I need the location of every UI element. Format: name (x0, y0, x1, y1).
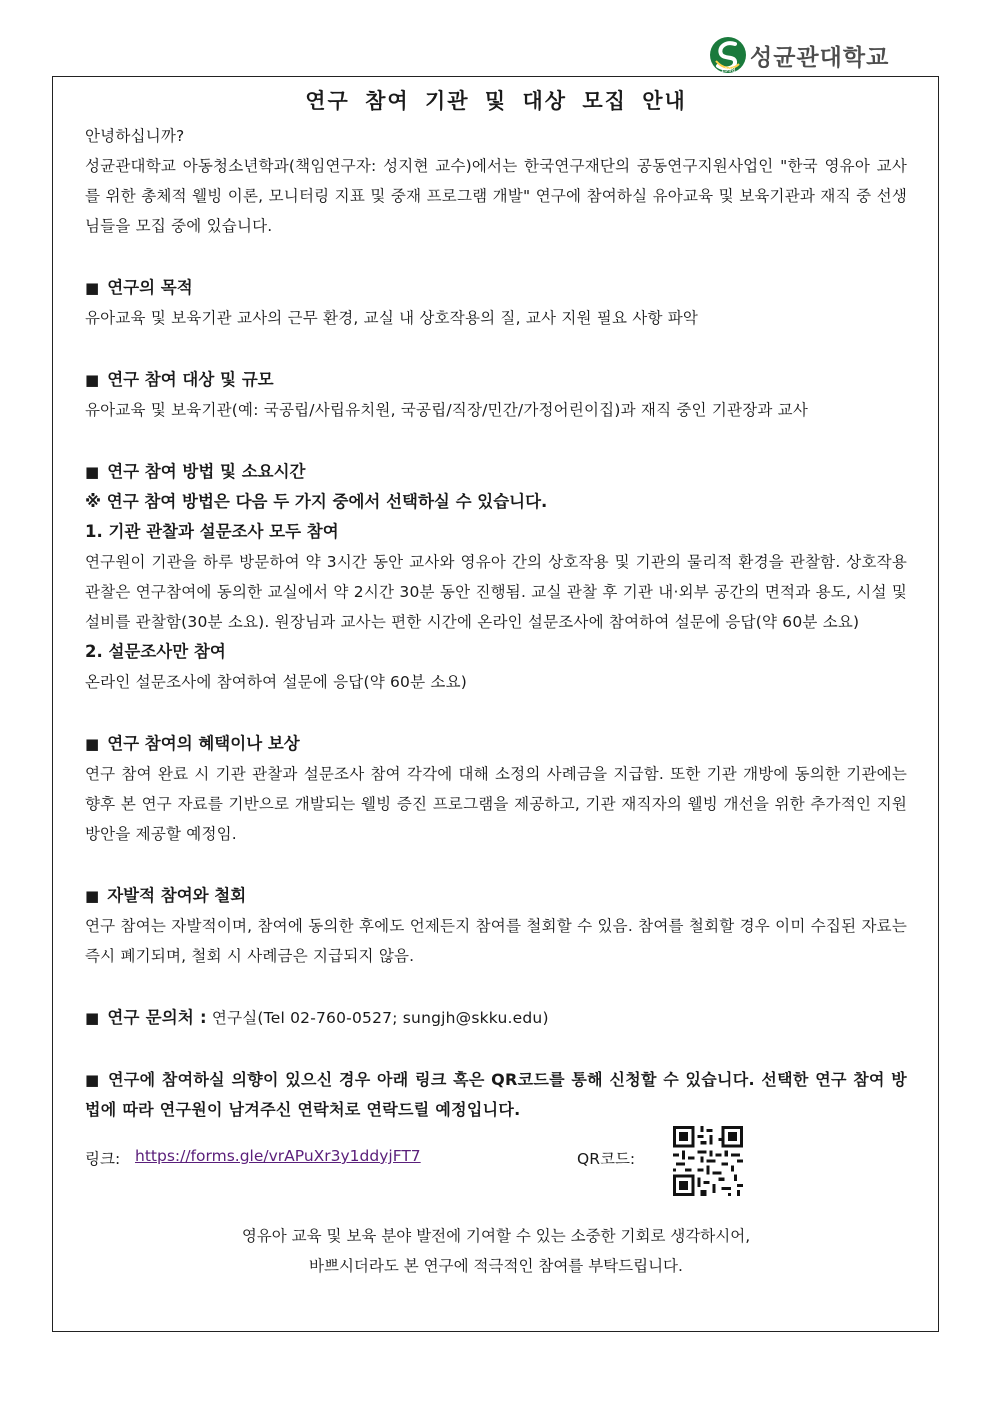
section-purpose-heading: ■ 연구의 목적 (85, 278, 193, 297)
page-title: 연구 참여 기관 및 대상 모집 안내 (305, 89, 687, 113)
contact-body: 연구실(Tel 02-760-0527; sungjh@skku.edu) (211, 1009, 549, 1027)
form-link[interactable]: https://forms.gle/vrAPuXr3y1ddyjFT7 (135, 1147, 421, 1165)
closing-message (85, 1221, 907, 1281)
square-bullet-icon: ■ (85, 1009, 100, 1027)
section-voluntary-body: 연구 참여는 자발적이며, 참여에 동의한 후에도 언제든지 참여를 철회할 수 있음. 참여를 철회할 경우 이미 수집된 자료는 즉시 폐기되며, 철회 시 사례금은 지급되지 않음. (85, 917, 907, 965)
square-bullet-icon: ■ (85, 279, 100, 297)
section-purpose-body: 유아교육 및 보육기관 교사의 근무 환경, 교실 내 상호작용의 질, 교사 지원 필요 사항 파악 (85, 309, 699, 327)
method-option2-title: 2. 설문조사만 참여 (85, 642, 226, 661)
square-bullet-icon: ■ (85, 735, 100, 753)
closing-line-1: 영유아 교육 및 보육 분야 발전에 기여할 수 있는 소중한 기회로 생각하시어, (241, 1227, 751, 1245)
square-bullet-icon: ■ (85, 463, 100, 481)
notice-content (85, 83, 907, 1281)
section-benefit-heading: ■ 연구 참여의 혜택이나 보상 (85, 734, 300, 753)
qr-code-icon[interactable] (670, 1123, 746, 1199)
closing-line-2: 바쁘시더라도 본 연구에 적극적인 참여를 부탁드립니다. (309, 1257, 683, 1275)
greeting: 안녕하십니까? (85, 127, 185, 145)
method-option1-title: 1. 기관 관찰과 설문조사 모두 참여 (85, 522, 339, 541)
notice-frame (52, 76, 939, 1332)
qr-label: QR코드: (577, 1150, 636, 1168)
square-bullet-icon: ■ (85, 371, 100, 389)
contact-heading: 연구 문의처 : (107, 1008, 207, 1027)
section-target-heading: ■ 연구 참여 대상 및 규모 (85, 370, 274, 389)
section-method-heading: ■ 연구 참여 방법 및 소요시간 (85, 462, 306, 481)
square-bullet-icon: ■ (85, 887, 100, 905)
apply-instructions: ■ 연구에 참여하실 의향이 있으신 경우 아래 링크 혹은 QR코드를 통해 신청할 수 있습니다. 선택한 연구 참여 방법에 따라 연구원이 남겨주신 연락처로 연락드릴 예정입니다. (85, 1070, 907, 1119)
section-contact (85, 1003, 907, 1033)
section-voluntary-heading: ■ 자발적 참여와 철회 (85, 886, 247, 905)
intro-paragraph: 성균관대학교 아동청소년학과(책임연구자: 성지현 교수)에서는 한국연구재단의 공동연구지원사업인 "한국 영유아 교사를 위한 총체적 웰빙 이론, 모니터링 지표 및 중재 프로그램 개발" 연구에 참여하실 유아교육 및 보육기관과 재직 중 선생님들을 모집 중에 있습니다. (85, 157, 907, 235)
method-option1-body: 연구원이 기관을 하루 방문하여 약 3시간 동안 교사와 영유아 간의 상호작용 및 기관의 물리적 환경을 관찰함. 상호작용 관찰은 연구참여에 동의한 교실에서 약 2시간 30분 동안 진행됨. 교실 관찰 후 기관 내·외부 공간의 면적과 용도, 시설 및 설비를 관찰함(30분 소요). 원장님과 교사는 편한 시간에 온라인 설문조사에 참여하여 설문에 응답(약 60분 소요) (85, 553, 907, 631)
university-name: 성균관대학교 (750, 44, 890, 71)
emblem-year: 1398 (720, 67, 736, 74)
square-bullet-icon: ■ (85, 1071, 101, 1089)
link-row (85, 1137, 907, 1219)
method-option2-body: 온라인 설문조사에 참여하여 설문에 응답(약 60분 소요) (85, 673, 468, 691)
link-label: 링크: (85, 1150, 121, 1168)
section-method-note: ※ 연구 참여 방법은 다음 두 가지 중에서 선택하실 수 있습니다. (85, 492, 548, 511)
section-benefit-body: 연구 참여 완료 시 기관 관찰과 설문조사 참여 각각에 대해 소정의 사례금을 지급함. 또한 기관 개방에 동의한 기관에는 향후 본 연구 자료를 기반으로 개발되는 웰빙 증진 프로그램을 제공하고, 기관 재직자의 웰빙 개선을 위한 추가적인 지원 방안을 제공할 예정임. (85, 765, 907, 843)
university-logo (708, 34, 889, 76)
skku-emblem-icon (708, 35, 748, 75)
section-target-body: 유아교육 및 보육기관(예: 국공립/사립유치원, 국공립/직장/민간/가정어린이집)과 재직 중인 기관장과 교사 (85, 401, 809, 419)
